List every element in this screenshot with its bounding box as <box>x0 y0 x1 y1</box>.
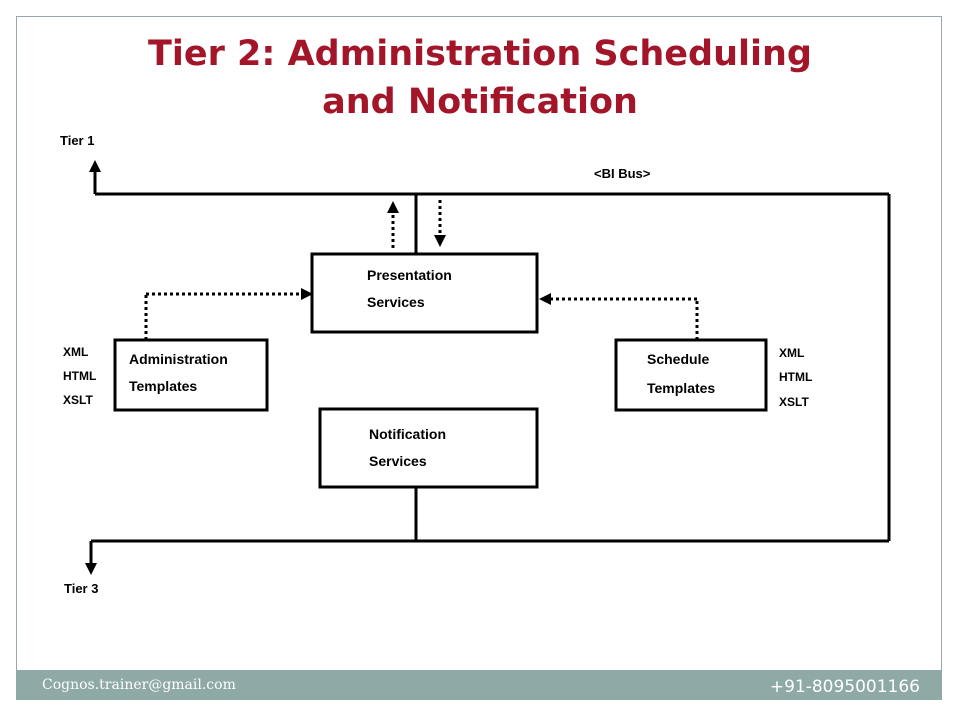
right-format-xml: XML <box>779 346 805 360</box>
footer-phone: +91-8095001166 <box>769 677 920 697</box>
notification-services-box <box>320 409 537 487</box>
admin-to-presentation-connector <box>146 288 313 340</box>
bi-bus-label: <BI Bus> <box>594 166 651 181</box>
right-format-xslt: XSLT <box>779 395 809 409</box>
administration-label-2: Templates <box>129 378 198 394</box>
tier1-arrow-head <box>89 160 101 172</box>
schedule-label-2: Templates <box>647 380 716 396</box>
footer-email: Cognos.trainer@gmail.com <box>42 677 236 693</box>
title-line-2: and Notification <box>322 82 638 122</box>
presentation-label-1: Presentation <box>367 267 452 283</box>
administration-label-1: Administration <box>129 351 228 367</box>
notification-label-1: Notification <box>369 426 446 442</box>
schedule-to-presentation-connector <box>539 293 697 340</box>
left-format-html: HTML <box>63 369 97 383</box>
left-format-xslt: XSLT <box>63 393 93 407</box>
presentation-services-box <box>312 254 537 332</box>
tier1-label: Tier 1 <box>60 133 95 148</box>
notification-label-2: Services <box>369 453 427 469</box>
tier3-label: Tier 3 <box>64 581 99 596</box>
tier3-arrow-head <box>85 563 97 575</box>
schedule-label-1: Schedule <box>647 351 710 367</box>
title-line-1: Tier 2: Administration Scheduling <box>148 34 812 74</box>
footer-bar <box>16 670 942 700</box>
presentation-label-2: Services <box>367 294 425 310</box>
right-format-html: HTML <box>779 370 813 384</box>
left-format-xml: XML <box>63 345 89 359</box>
